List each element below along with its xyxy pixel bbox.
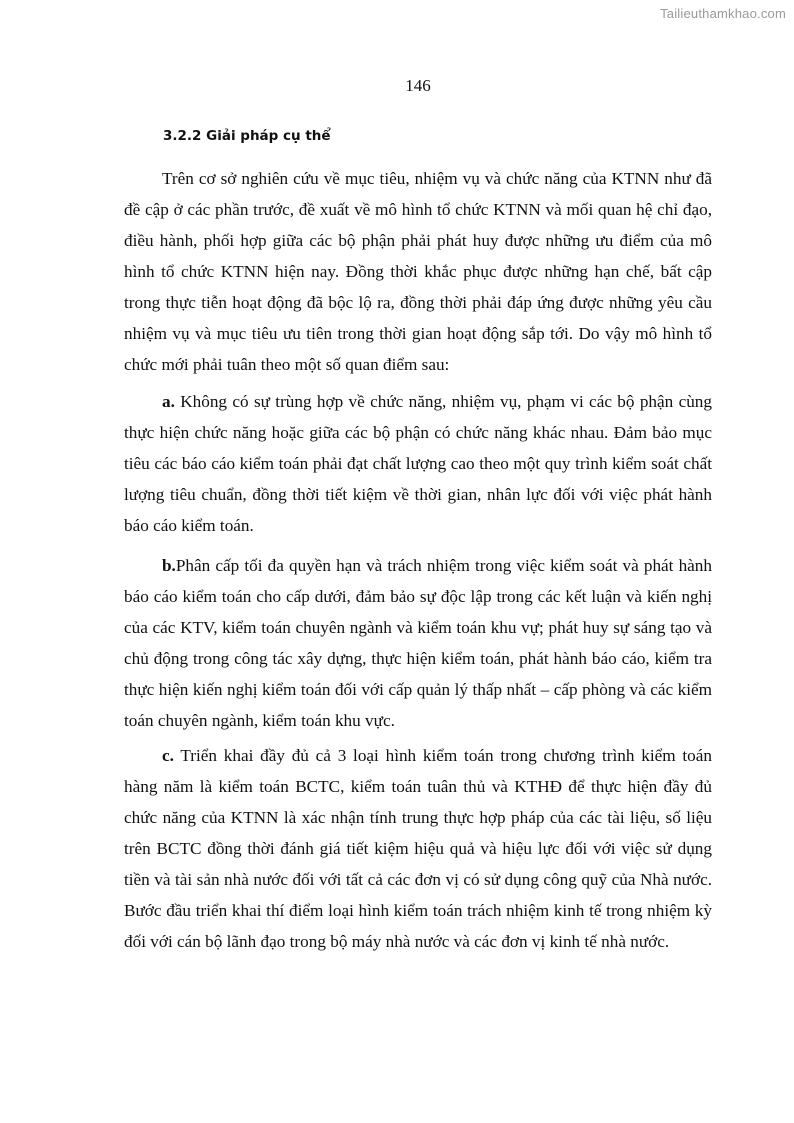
- point-c-paragraph: [124, 740, 712, 957]
- point-b-text: Phân cấp tối đa quyền hạn và trách nhiệm trong việc kiểm soát và phát hành báo cáo kiểm toán cho cấp dưới, đảm bảo sự độc lập trong các kết luận và kiến nghị của các KTV, kiểm toán chuyên ngành và kiểm toán khu vự; phát huy sự sáng tạo và chủ động trong công tác xây dựng, thực hiện kiểm toán, phát hành báo cáo, kiểm tra thực hiện kiến nghị kiểm toán đối với cấp quản lý thấp nhất – cấp phòng và các kiểm toán chuyên ngành, kiểm toán khu vực.: [124, 556, 712, 730]
- watermark: Tailieuthamkhao.com: [660, 6, 786, 21]
- intro-paragraph: Trên cơ sở nghiên cứu về mục tiêu, nhiệm vụ và chức năng của KTNN như đã đề cập ở các phần trước, đề xuất về mô hình tổ chức KTNN và mối quan hệ chỉ đạo, điều hành, phối hợp giữa các bộ phận phải phát huy được những ưu điểm của mô hình tổ chức KTNN hiện nay. Đồng thời khắc phục được những hạn chế, bất cập trong thực tiễn hoạt động đã bộc lộ ra, đồng thời phải đáp ứng được những yêu cầu nhiệm vụ và mục tiêu ưu tiên trong thời gian hoạt động sắp tới. Do vậy mô hình tổ chức mới phải tuân theo một số quan điểm sau:: [124, 169, 712, 374]
- point-b-paragraph: [124, 550, 712, 736]
- section-heading: 3.2.2 Giải pháp cụ thể: [163, 128, 331, 144]
- point-a-marker: a.: [162, 392, 175, 411]
- point-c-marker: c.: [162, 746, 174, 765]
- point-a-text: Không có sự trùng hợp về chức năng, nhiệm vụ, phạm vi các bộ phận cùng thực hiện chức năng hoặc giữa các bộ phận có chức năng khác nhau. Đảm bảo mục tiêu các báo cáo kiểm toán phải đạt chất lượng cao theo một quy trình kiểm soát chất lượng tiêu chuẩn, đồng thời tiết kiệm về thời gian, nhân lực đối với việc phát hành báo cáo kiểm toán.: [124, 392, 712, 535]
- point-c-text: Triển khai đầy đủ cả 3 loại hình kiểm toán trong chương trình kiểm toán hàng năm là kiểm toán BCTC, kiểm toán tuân thủ và KTHĐ để thực hiện đầy đủ chức năng của KTNN là xác nhận tính trung thực hợp pháp của các tài liệu, số liệu trên BCTC đồng thời đánh giá tiết kiệm hiệu quả và hiệu lực đối với việc sử dụng tiền và tài sản nhà nước đối với tất cả các đơn vị có sử dụng công quỹ của Nhà nước. Bước đầu triển khai thí điểm loại hình kiểm toán trách nhiệm kinh tế trong nhiệm kỳ đối với cán bộ lãnh đạo trong bộ máy nhà nước và các đơn vị kinh tế nhà nước.: [124, 746, 712, 951]
- page-number: 146: [405, 76, 431, 95]
- point-a-paragraph: [124, 386, 712, 541]
- point-b-marker: b.: [162, 556, 176, 575]
